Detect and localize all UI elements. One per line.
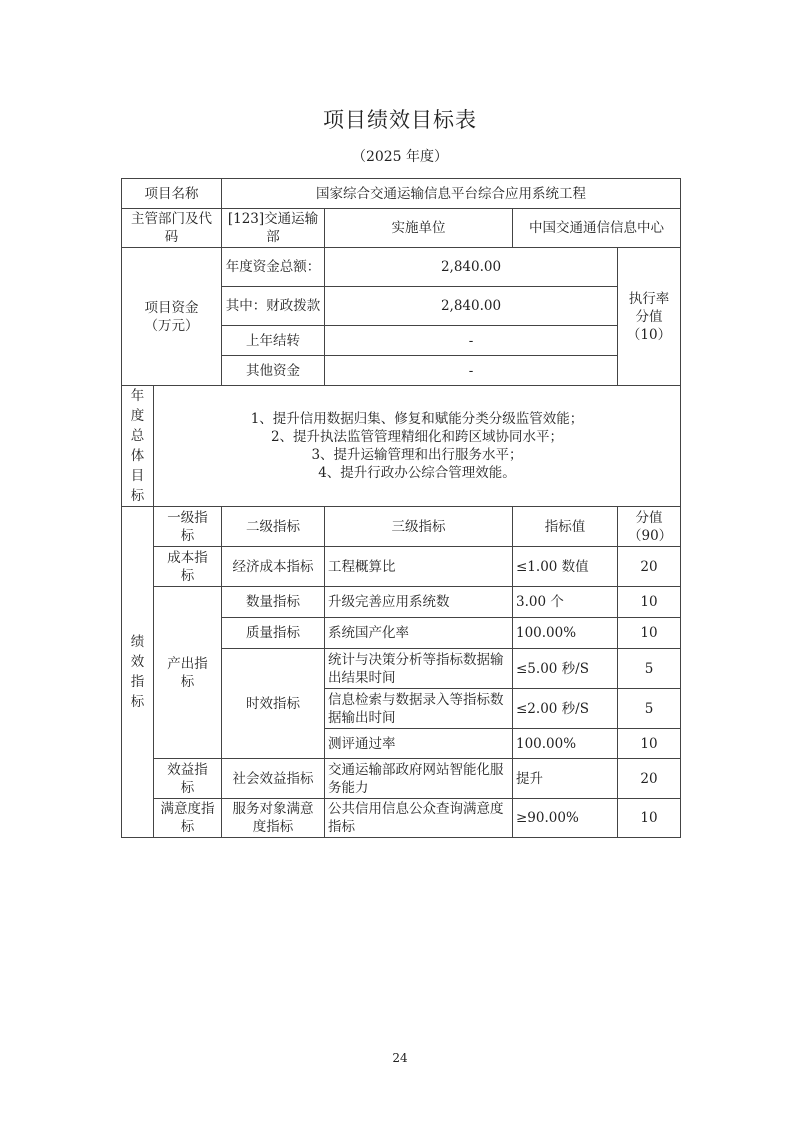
header-score (618, 507, 681, 547)
year-subtitle: （2025 年度） (351, 149, 449, 165)
benefit-level1-text: 效益指标 (167, 761, 208, 796)
implementing-unit-label: 实施单位 (325, 209, 513, 248)
cost-level2 (222, 547, 325, 587)
header-level1 (154, 507, 222, 547)
quantity-level2: 数量指标 (222, 587, 325, 618)
timeliness-score: 10 (618, 729, 681, 759)
cost-score: 20 (618, 547, 681, 587)
satisfaction-level2 (222, 799, 325, 838)
satisfaction-value: ≥90.00% (513, 799, 618, 838)
annual-goal-content (154, 386, 681, 507)
funds-carry-label: 上年结转 (222, 326, 325, 356)
header-score-text: 分值（90） (628, 509, 673, 544)
funds-fiscal-label: 其中：财政拨款 (222, 287, 325, 326)
annual-goal-item: 3、提升运输管理和出行服务水平； (311, 447, 523, 463)
annual-goal-item: 2、提升执法监管管理精细化和跨区域协同水平； (270, 429, 564, 445)
header-level2: 二级指标 (222, 507, 325, 547)
satisfaction-level1 (154, 799, 222, 838)
funds-fiscal-value: 2,840.00 (325, 287, 618, 326)
quantity-indicator-row (122, 587, 681, 618)
quality-level3: 系统国产化率 (325, 618, 513, 649)
funds-other-label: 其他资金 (222, 356, 325, 386)
department-label: 主管部门及代码 (122, 209, 222, 248)
satisfaction-indicator-row (122, 799, 681, 838)
cost-level2-text: 经济成本指标 (232, 558, 314, 575)
execution-rate-label: 执行率分值（10） (626, 290, 672, 343)
annual-goal-row (122, 386, 681, 507)
benefit-level1 (154, 759, 222, 799)
department-value: [123]交通运输部 (222, 209, 325, 248)
funds-total-row (122, 248, 681, 287)
indicator-header-row (122, 507, 681, 547)
quality-value: 100.00% (513, 618, 618, 649)
header-value: 指标值 (513, 507, 618, 547)
header-level3: 三级指标 (325, 507, 513, 547)
annual-goal-item: 1、提升信用数据归集、修复和赋能分类分级监管效能； (250, 411, 584, 427)
cost-value: ≤1.00 数值 (513, 547, 618, 587)
execution-rate-score (618, 248, 681, 386)
timeliness-score: 5 (618, 689, 681, 729)
timeliness-level2: 时效指标 (222, 649, 325, 759)
project-name-value: 国家综合交通运输信息平台综合应用系统工程 (222, 179, 681, 209)
cost-level1 (154, 547, 222, 587)
timeliness-level3: 信息检索与数据录入等指标数据输出时间 (325, 689, 513, 729)
quantity-level3: 升级完善应用系统数 (325, 587, 513, 618)
timeliness-level3: 统计与决策分析等指标数据输出结果时间 (325, 649, 513, 689)
funds-total-value: 2,840.00 (325, 248, 618, 287)
funds-label (122, 248, 222, 386)
annual-goal-label (122, 386, 154, 507)
output-level1-text: 产出指标 (167, 655, 208, 690)
quantity-score: 10 (618, 587, 681, 618)
annual-goal-item: 4、提升行政办公综合管理效能。 (318, 465, 516, 481)
department-row (122, 209, 681, 248)
satisfaction-level1-text: 满意度指标 (160, 801, 215, 835)
cost-level1-text: 成本指标 (167, 549, 208, 584)
quality-score: 10 (618, 618, 681, 649)
timeliness-score: 5 (618, 649, 681, 689)
output-level1 (154, 587, 222, 759)
project-name-row (122, 179, 681, 209)
benefit-score: 20 (618, 759, 681, 799)
timeliness-value: ≤2.00 秒/S (513, 689, 618, 729)
benefit-level3: 交通运输部政府网站智能化服务能力 (325, 759, 513, 799)
timeliness-value: 100.00% (513, 729, 618, 759)
header-level1-text: 一级指标 (167, 509, 208, 544)
implementing-unit-value: 中国交通通信信息中心 (513, 209, 681, 248)
indicators-label (122, 507, 154, 838)
funds-label-text: 项目资金（万元） (144, 299, 199, 334)
satisfaction-level2-text: 服务对象满意度指标 (232, 801, 314, 835)
page-title: 项目绩效目标表 (323, 108, 477, 132)
benefit-indicator-row (122, 759, 681, 799)
satisfaction-score: 10 (618, 799, 681, 838)
funds-other-value: - (325, 356, 618, 386)
benefit-value: 提升 (513, 759, 618, 799)
satisfaction-level3: 公共信用信息公众查询满意度指标 (325, 799, 513, 838)
timeliness-level3: 测评通过率 (325, 729, 513, 759)
benefit-level2 (222, 759, 325, 799)
quality-level2: 质量指标 (222, 618, 325, 649)
annual-goal-label-text: 年度总体目标 (130, 388, 145, 504)
page-number: 24 (392, 1051, 408, 1065)
indicators-label-text: 绩效指标 (130, 634, 145, 710)
timeliness-value: ≤5.00 秒/S (513, 649, 618, 689)
funds-total-label: 年度资金总额： (222, 248, 325, 287)
funds-carry-value: - (325, 326, 618, 356)
cost-level3: 工程概算比 (325, 547, 513, 587)
benefit-level2-text: 社会效益指标 (232, 770, 314, 787)
quantity-value: 3.00 个 (513, 587, 618, 618)
cost-indicator-row (122, 547, 681, 587)
performance-goal-table (121, 178, 681, 838)
project-name-label: 项目名称 (122, 179, 222, 209)
